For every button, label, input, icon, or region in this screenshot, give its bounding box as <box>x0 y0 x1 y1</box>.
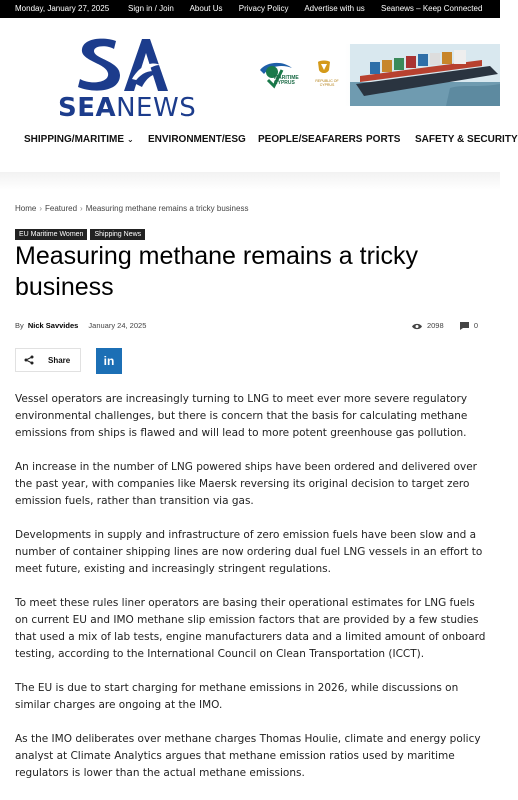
chevron-down-icon: ⌄ <box>127 135 134 144</box>
seanews-logo-mark <box>76 35 168 93</box>
nav-people-seafarers[interactable]: PEOPLE/SEAFARERS <box>258 134 363 145</box>
article-paragraph: Developments in supply and infrastructure of zero emission fuels have been slow and a number of container shipping lines are now ordering dual fuel LNG vessels in an effort to meet future, existing and increasingly stringent regulations. <box>15 529 483 575</box>
tag-eu-maritime-women[interactable]: EU Maritime Women <box>15 229 87 240</box>
about-us-link[interactable]: About Us <box>189 4 223 13</box>
breadcrumb-featured[interactable]: Featured <box>45 204 78 213</box>
current-date: Monday, January 27, 2025 <box>15 4 110 13</box>
site-wordmark: SEANEWS <box>58 93 197 123</box>
main-navigation <box>0 130 518 152</box>
maritime-cyprus-banner[interactable] <box>250 44 500 106</box>
article-paragraph: An increase in the number of LNG powered ships have been ordered and delivered over the past year, with companies like Maersk reversing its original decision to target zero emission fuels, rather than transition via gas. <box>15 461 477 507</box>
article-paragraph: Vessel operators are increasingly turning to LNG to meet ever more severe regulatory environmental challenges, but there is concern that the basis for calculating methane emissions from ships is flawed and will lead to more potent greenhouse gas pollution. <box>15 393 468 439</box>
article-stats <box>412 321 478 330</box>
share-label: Share <box>48 356 71 365</box>
nav-shipping-maritime[interactable]: SHIPPING/MARITIME ⌄ <box>24 134 134 145</box>
comment-count[interactable]: 0 <box>473 321 478 330</box>
nav-divider <box>0 172 500 190</box>
author-link[interactable]: Nick Savvides <box>27 321 79 330</box>
advertise-link[interactable]: Advertise with us <box>304 4 365 13</box>
share-button[interactable] <box>15 348 81 372</box>
article-title: Measuring methane remains a tricky business <box>15 242 418 301</box>
seanews-keep-connected-link[interactable]: Seanews – Keep Connected <box>381 4 483 13</box>
article-body <box>15 391 487 799</box>
article-meta <box>15 321 485 330</box>
breadcrumb-current: Measuring methane remains a tricky business <box>85 204 249 213</box>
top-bar <box>0 0 500 18</box>
comment-icon[interactable] <box>460 322 469 330</box>
linkedin-share-button[interactable] <box>96 348 122 374</box>
sign-in-link[interactable]: Sign in / Join <box>128 4 174 13</box>
view-count: 2098 <box>426 321 444 330</box>
byline-label: By <box>15 321 24 330</box>
breadcrumb: Home › Featured › Measuring methane remains a tricky business <box>15 204 249 213</box>
linkedin-icon: in <box>103 354 115 368</box>
site-logo[interactable] <box>58 35 197 125</box>
nav-safety-security[interactable]: SAFETY & SECURITY <box>415 134 518 145</box>
share-icon <box>24 355 34 365</box>
category-tags <box>15 223 148 241</box>
article-paragraph: To meet these rules liner operators are basing their operational estimates for LNG fuels on current EU and IMO methane slip emission factors that are provided by a few studies that used a mix of lab tests, engine manufacturers data and a limited amount of onboard testing, according to the International Council on Clean Transportation (ICCT). <box>15 597 486 660</box>
publish-date: January 24, 2025 <box>88 321 147 330</box>
nav-environment-esg[interactable]: ENVIRONMENT/ESG <box>148 134 246 145</box>
article-paragraph: The EU is due to start charging for methane emissions in 2026, while discussions on similar charges are ongoing at the IMO. <box>15 682 459 711</box>
top-links <box>128 0 496 18</box>
breadcrumb-home[interactable]: Home <box>15 204 37 213</box>
maritime-cyprus-text: MARITIME CYPRUS <box>274 75 299 86</box>
article-paragraph: As the IMO deliberates over methane charges Thomas Houlie, climate and energy policy analyst at Climate Analytics argues that methane emission ratios used by maritime regulators is lower than the actual methane emissions. <box>15 733 481 779</box>
privacy-policy-link[interactable]: Privacy Policy <box>238 4 289 13</box>
cyprus-crest-icon <box>316 58 332 76</box>
republic-of-cyprus-text: REPUBLIC OF CYPRUS <box>315 79 339 87</box>
nav-ports[interactable]: PORTS <box>366 134 401 145</box>
eye-icon <box>412 323 422 330</box>
tag-shipping-news[interactable]: Shipping News <box>90 229 145 240</box>
container-ship-image <box>350 44 500 106</box>
